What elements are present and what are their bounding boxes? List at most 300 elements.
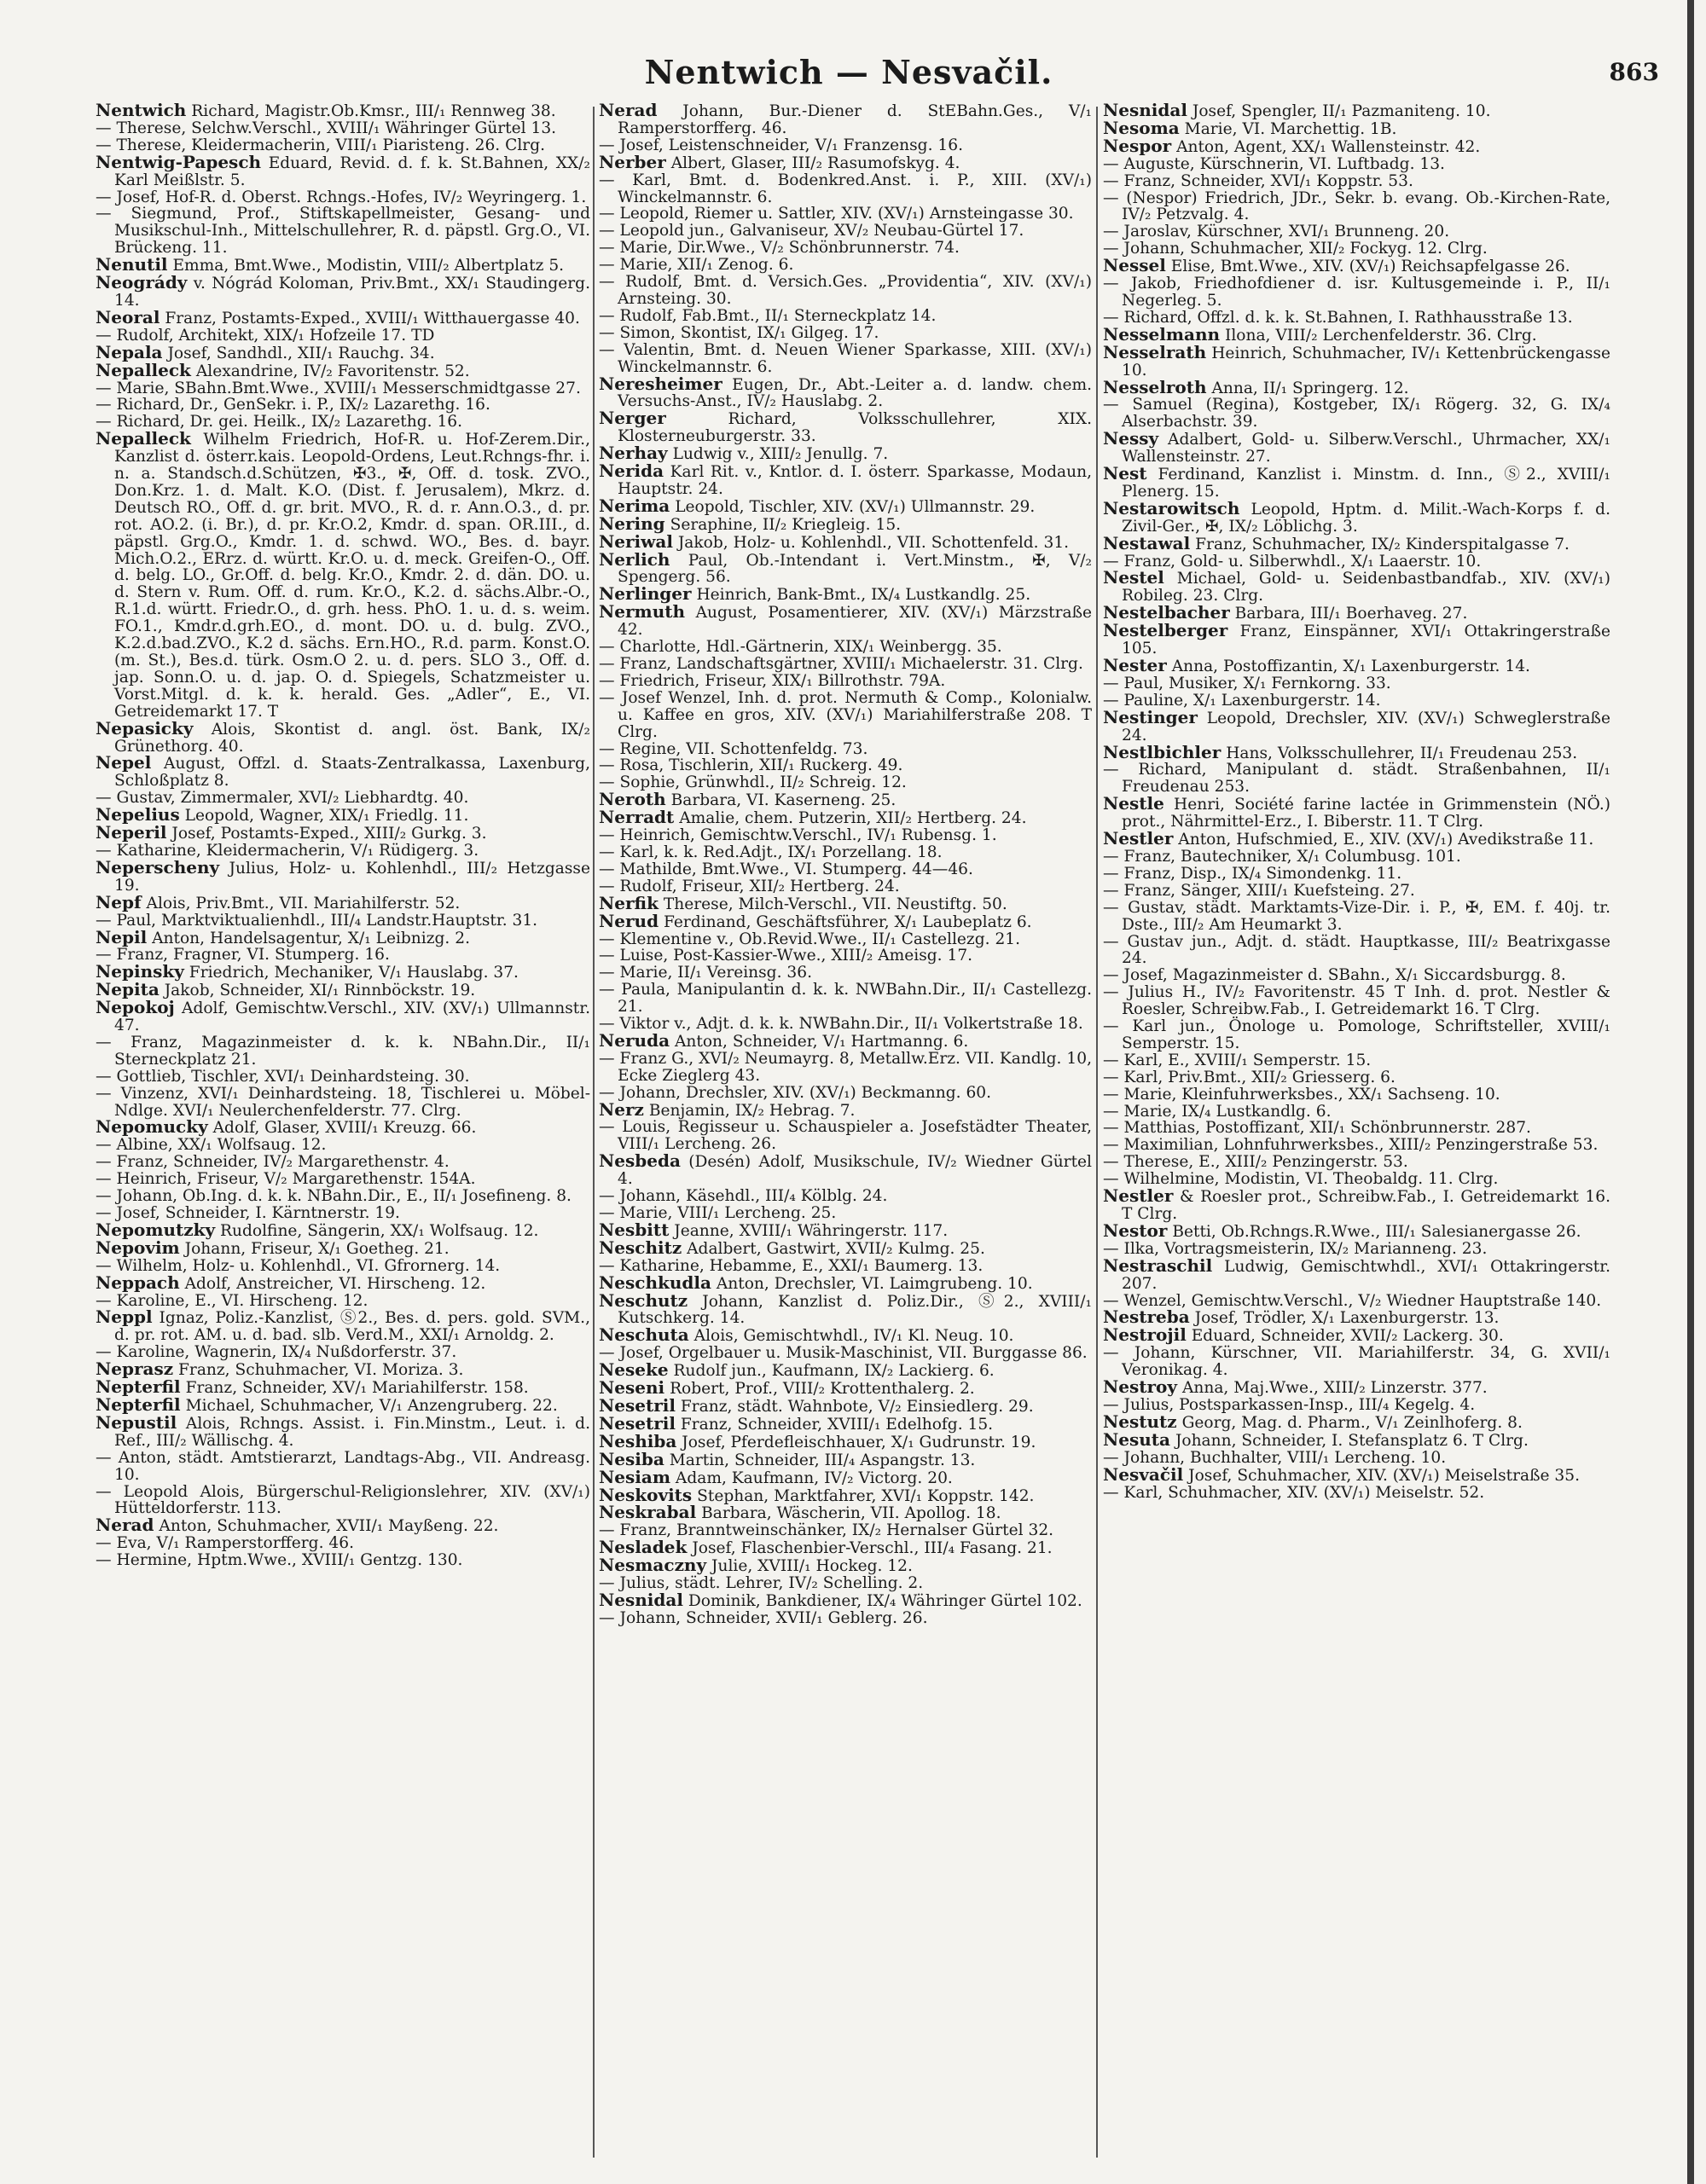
directory-entry	[1103, 1411, 1610, 1432]
entry-details: — Charlotte, Hdl.-Gärtnerin, XIX/₁ Weinbergg. 35.	[599, 638, 1002, 657]
entry-details: Barbara, VI. Kaserneng. 25.	[670, 791, 897, 810]
entry-details: Rudolf jun., Kaufmann, IX/₂ Lackierg. 6.	[673, 1362, 995, 1381]
entry-details: — Therese, Selchw.Verschl., XVIII/₁ Währinger Gürtel 13.	[96, 119, 557, 137]
entry-details: Josef, Postamts-Exped., XIII/₂ Gurkg. 3.	[171, 825, 487, 843]
entry-surname: Nepustil	[96, 1411, 177, 1433]
directory-entry	[1103, 190, 1610, 224]
entry-details: Amalie, chem. Putzerin, XII/₂ Hertberg. 24.	[679, 809, 1027, 828]
directory-entry	[599, 1430, 1092, 1451]
directory-entry	[1103, 1069, 1610, 1086]
directory-entry	[599, 757, 1092, 774]
entry-details: Josef, Spengler, II/₁ Pazmaniteng. 10.	[1192, 102, 1491, 120]
entry-details: — Karl, Bmt. d. Bodenkred.Anst. i. P., XIII. (XV/₁) Winckelmannstr. 6.	[599, 171, 1092, 206]
directory-entry	[1103, 1120, 1610, 1137]
entry-details: Ludwig, Gemischtwhdl., XVI/₁ Ottakringerstr. 207.	[1122, 1257, 1610, 1293]
entry-details: — Leopold jun., Galvaniseur, XV/₂ Neubau-Gürtel 17.	[599, 222, 1024, 240]
entry-surname: Nerradt	[599, 807, 675, 828]
directory-entry	[599, 1029, 1092, 1051]
entry-details: — Klementine v., Ob.Revid.Wwe., II/₁ Castellezg. 21.	[599, 930, 1021, 948]
entry-surname: Nestelberger	[1103, 620, 1228, 641]
entry-surname: Neskovits	[599, 1484, 693, 1505]
directory-entry	[599, 373, 1092, 411]
entry-details: — Franz, Fragner, VI. Stumperg. 16.	[96, 946, 390, 965]
directory-entry	[96, 1188, 590, 1205]
directory-entry	[599, 530, 1092, 552]
entry-details: — Luise, Post-Kassier-Wwe., XIII/₂ Ameisg. 17.	[599, 947, 973, 965]
directory-entry	[1103, 397, 1610, 431]
entry-details: — Marie, IX/₄ Lustkandlg. 6.	[1103, 1102, 1332, 1121]
directory-entry	[1103, 240, 1610, 258]
entry-details: — Marie, Kleinfuhrwerksbes., XX/₁ Sachseng. 10.	[1103, 1085, 1500, 1104]
entry-surname: Nepalleck	[96, 428, 191, 449]
directory-entry	[599, 1051, 1092, 1085]
entry-surname: Nerida	[599, 461, 664, 482]
entry-surname: Nestler	[1103, 828, 1174, 849]
entry-details: Marie, VI. Marchettig. 1B.	[1184, 119, 1397, 138]
directory-entry	[96, 1552, 590, 1569]
page-title: Nentwich — Nesvačil.	[644, 53, 1053, 91]
entry-details: Martin, Schneider, III/₄ Aspangstr. 13.	[669, 1451, 976, 1469]
entry-details: — Therese, Kleidermacherin, VIII/₁ Piaristeng. 26. Clrg.	[96, 136, 546, 154]
entry-details: Barbara, III/₁ Boerhaveg. 27.	[1234, 605, 1468, 623]
entry-details: — Vinzenz, XVI/₁ Deinhardsteing. 18, Tischlerei u. Möbel-Ndlge. XVI/₁ Neulerchenfelderstr. 77. Clrg.	[96, 1084, 590, 1120]
entry-details: — Hermine, Hptm.Wwe., XVIII/₁ Gentzg. 130.	[96, 1551, 463, 1570]
entry-details: Henri, Société farine lactée in Grimmenstein (NÖ.) prot., Nährmittel-Erz., I. Biberstr. 11. T Clrg.	[1122, 796, 1610, 831]
entry-details: Anton, Handelsagentur, X/₁ Leibnizg. 2.	[152, 929, 470, 947]
entry-details: — Friedrich, Friseur, XIX/₁ Billrothstr. 79A.	[599, 671, 946, 690]
entry-details: — Maximilian, Lohnfuhrwerksbes., XIII/₂ Penzingerstraße 53.	[1103, 1136, 1599, 1155]
directory-entry	[1103, 849, 1610, 866]
directory-entry	[599, 325, 1092, 342]
entry-details: — Mathilde, Bmt.Wwe., VI. Stumperg. 44—46.	[599, 860, 973, 878]
entry-details: & Roesler prot., Schreibw.Fab., I. Getreidemarkt 16. T Clrg.	[1122, 1188, 1610, 1223]
directory-entry	[599, 137, 1092, 154]
directory-entry	[96, 1116, 590, 1138]
directory-entry	[599, 931, 1092, 948]
entry-surname: Nentwich	[96, 102, 187, 120]
entry-details: Franz, Schuhmacher, IX/₂ Kinderspitalgasse 7.	[1195, 535, 1570, 553]
entry-details: — Samuel (Regina), Kostgeber, IX/₁ Rögerg. 32, G. IX/₄ Alserbachstr. 39.	[1103, 396, 1610, 432]
entry-surname: Nesetril	[599, 1394, 676, 1416]
entry-details: Julius, Holz- u. Kohlenhdl., III/₂ Hetzgasse 19.	[114, 859, 590, 895]
entry-details: — Marie, XII/₁ Zenog. 6.	[599, 256, 794, 275]
entry-details: Albert, Glaser, III/₂ Rasumofskyg. 4.	[670, 154, 960, 172]
entry-details: — Gottlieb, Tischler, XVI/₁ Deinhardsteing. 30.	[96, 1067, 470, 1086]
entry-details: — Rudolf, Architekt, XIX/₁ Hofzeile 17. TD	[96, 326, 435, 345]
entry-surname: Nesnidal	[599, 1589, 683, 1610]
entry-details: Alexandrine, IV/₂ Favoritenstr. 52.	[195, 362, 470, 380]
entry-details: — Franz, Magazinmeister d. k. k. NBahn.Dir., II/₁ Sterneckplatz 21.	[96, 1033, 590, 1069]
entry-surname: Nesvačil	[1103, 1463, 1184, 1485]
directory-entry	[599, 1016, 1092, 1033]
entry-details: Emma, Bmt.Wwe., Modistin, VIII/₂ Albertplatz 5.	[172, 257, 565, 275]
entry-surname: Neschkudla	[599, 1272, 711, 1293]
entry-surname: Nepf	[96, 891, 142, 912]
entry-surname: Nestroy	[1103, 1376, 1178, 1398]
directory-entry	[599, 639, 1092, 656]
directory-entry	[599, 982, 1092, 1016]
directory-entry	[599, 410, 1092, 445]
entry-surname: Neschitz	[599, 1237, 682, 1258]
entry-surname: Neseke	[599, 1359, 669, 1381]
column-3	[1103, 102, 1610, 1501]
entry-surname: Nestarowitsch	[1103, 497, 1240, 518]
directory-entry	[1103, 1345, 1610, 1379]
entry-surname: Nepokoj	[96, 997, 175, 1018]
entry-details: — Karl, k. k. Red.Adjt., IX/₁ Porzellang. 18.	[599, 843, 943, 861]
directory-entry	[599, 1359, 1092, 1381]
entry-details: Ignaz, Poliz.-Kanzlist, Ⓢ2., Bes. d. pers. gold. SVM., d. pr. rot. AM. u. d. bad. slb. Verd.M., XXI/₁ Arnoldg. 2.	[114, 1309, 590, 1345]
entry-details: — Auguste, Kürschnerin, VI. Luftbadg. 13.	[1103, 154, 1445, 173]
entry-details: Ludwig v., XIII/₂ Jenullg. 7.	[672, 445, 889, 464]
entry-details: — Karl, Priv.Bmt., XII/₂ Griesserg. 6.	[1103, 1068, 1396, 1086]
entry-details: Ferdinand, Kanzlist i. Minstm. d. Inn., Ⓢ2., XVIII/₁ Plenerg. 15.	[1122, 466, 1610, 501]
directory-entry	[1103, 1086, 1610, 1104]
entry-details: Betti, Ob.Rchngs.R.Wwe., III/₁ Salesianergasse 26.	[1172, 1222, 1581, 1241]
entry-details: Leopold, Wagner, XIX/₁ Friedlg. 11.	[184, 807, 469, 826]
entry-surname: Nepterfil	[96, 1393, 181, 1415]
entry-details: Josef, Sandhdl., XII/₁ Rauchg. 34.	[167, 344, 435, 362]
entry-details: Anton, Schuhmacher, XVII/₁ Mayßeng. 22.	[159, 1517, 499, 1536]
entry-details: — Katharine, Hebamme, E., XXI/₁ Baumerg. 13.	[599, 1256, 984, 1275]
directory-entry	[599, 673, 1092, 690]
entry-surname: Nepel	[96, 752, 152, 773]
entry-surname: Nepita	[96, 979, 160, 1000]
directory-entry	[1103, 1463, 1610, 1485]
entry-surname: Neskrabal	[599, 1502, 697, 1523]
directory-entry	[96, 1137, 590, 1154]
entry-details: Adalbert, Gold- u. Silberw.Verschl., Uhrmacher, XX/₁ Wallensteinstr. 27.	[1122, 431, 1610, 466]
entry-details: — Heinrich, Friseur, V/₂ Margarethenstr. 154A.	[96, 1170, 476, 1189]
entry-details: Josef, Trödler, X/₁ Laxenburgerstr. 13.	[1194, 1309, 1500, 1328]
directory-entry	[1103, 967, 1610, 984]
entry-surname: Nerber	[599, 151, 666, 172]
entry-surname: Nestelbacher	[1103, 602, 1230, 623]
directory-entry	[599, 741, 1092, 758]
entry-details: Ilona, VIII/₂ Lerchenfelderstr. 36. Clrg.	[1224, 326, 1537, 345]
entry-details: — Ilka, Vortragsmeisterin, IX/₂ Marianneng. 23.	[1103, 1239, 1488, 1258]
entry-details: — Johann, Schneider, XVII/₁ Geblerg. 26.	[599, 1608, 928, 1627]
entry-details: Benjamin, IX/₂ Hebrag. 7.	[648, 1101, 856, 1120]
entry-details: — Franz, Sänger, XIII/₁ Kuefsteing. 27.	[1103, 881, 1415, 900]
entry-details: — Simon, Skontist, IX/₁ Gilgeg. 17.	[599, 323, 879, 342]
directory-entry	[96, 380, 590, 397]
directory-entry	[1103, 1171, 1610, 1188]
entry-surname: Neoral	[96, 306, 160, 327]
entry-details: Eugen, Dr., Abt.-Leiter a. d. landw. chem. Versuchs-Anst., IV/₂ Hauslabg. 2.	[618, 375, 1092, 411]
directory-entry	[599, 601, 1092, 640]
column-2	[599, 102, 1092, 1627]
directory-entry	[599, 257, 1092, 274]
entry-details: — Wenzel, Gemischtw.Verschl., V/₂ Wiedner Hauptstraße 140.	[1103, 1291, 1602, 1310]
directory-entry	[1103, 1428, 1610, 1450]
directory-entry	[599, 878, 1092, 895]
directory-entry	[96, 1517, 590, 1535]
entry-details: — Josef, Leistenschneider, V/₁ Franzensg. 16.	[599, 136, 963, 154]
entry-surname: Nepelius	[96, 804, 180, 826]
entry-surname: Neprasz	[96, 1358, 174, 1380]
directory-entry	[96, 752, 590, 791]
entry-details: Karl Rit. v., Kntlor. d. I. österr. Sparkasse, Modaun, Hauptstr. 24.	[618, 463, 1092, 498]
entry-details: — Valentin, Bmt. d. Neuen Wiener Sparkasse, XIII. (XV/₁) Winckelmannstr. 6.	[599, 340, 1092, 376]
directory-entry	[1103, 341, 1610, 379]
directory-entry	[599, 1188, 1092, 1205]
directory-entry	[1103, 1485, 1610, 1502]
directory-entry	[1103, 1324, 1610, 1346]
directory-entry	[1103, 900, 1610, 934]
entry-details: Eduard, Schneider, XVII/₂ Lackerg. 30.	[1191, 1327, 1504, 1346]
directory-entry	[1103, 741, 1610, 762]
entry-details: Leopold, Drechsler, XIV. (XV/₁) Schweglerstraße 24.	[1122, 709, 1610, 744]
directory-entry	[1103, 655, 1610, 675]
entry-details: August, Posamentierer, XIV. (XV/₁) Märzstraße 42.	[618, 604, 1092, 640]
directory-entry	[96, 926, 590, 947]
entry-details: Therese, Milch-Verschl., VII. Neustiftg. 50.	[663, 895, 1007, 913]
directory-entry	[599, 1289, 1092, 1328]
entry-details: Anton, Hufschmied, E., XIV. (XV/₁) Avedikstraße 11.	[1178, 831, 1594, 849]
directory-entry	[96, 120, 590, 137]
entry-surname: Nest	[1103, 463, 1147, 484]
directory-entry	[96, 306, 590, 327]
entry-surname: Nerad	[96, 1515, 154, 1536]
entry-details: — Heinrich, Gemischtw.Verschl., IV/₁ Rubensg. 1.	[599, 826, 997, 845]
directory-entry	[1103, 675, 1610, 692]
entry-surname: Neresheimer	[599, 373, 722, 394]
directory-entry	[599, 463, 1092, 498]
directory-entry	[599, 342, 1092, 376]
entry-details: Anton, Drechsler, VI. Laimgrubeng. 10.	[716, 1274, 1033, 1293]
directory-entry	[1103, 532, 1610, 553]
entry-surname: Neschuta	[599, 1324, 689, 1346]
directory-entry	[599, 827, 1092, 844]
entry-surname: Nester	[1103, 655, 1167, 675]
entry-surname: Neperil	[96, 822, 167, 843]
running-header	[0, 53, 1697, 96]
entry-surname: Nesselroth	[1103, 376, 1207, 397]
entry-details: — Wilhelm, Holz- u. Kohlenhdl., VI. Gfrornerg. 14.	[96, 1256, 501, 1275]
entry-details: — Siegmund, Prof., Stiftskapellmeister, Gesang- und Musikschul-Inh., Mittelschullehrer, R. d. päpstl. Grg.O., VI. Brückeng. 11.	[96, 205, 590, 258]
directory-entry	[599, 1557, 1092, 1575]
directory-entry	[1103, 117, 1610, 138]
entry-details: Josef, Pferdefleischhauer, X/₁ Gudrunstr. 19.	[682, 1433, 1036, 1451]
entry-surname: Nestler	[1103, 1185, 1174, 1207]
entry-details: — Franz, Schneider, IV/₂ Margarethenstr. 4.	[96, 1153, 450, 1172]
directory-entry	[96, 822, 590, 843]
entry-details: Elise, Bmt.Wwe., XIV. (XV/₁) Reichsapfelgasse 26.	[1170, 258, 1570, 276]
directory-entry	[1103, 1376, 1610, 1398]
entry-details: Franz, Schuhmacher, VI. Moriza. 3.	[178, 1361, 464, 1380]
directory-entry	[1103, 828, 1610, 849]
entry-details: Hans, Volksschullehrer, II/₁ Freudenau 253.	[1226, 744, 1578, 762]
entry-details: — Richard, Dr. gei. Heilk., IX/₂ Lazarethg. 16.	[96, 413, 463, 432]
directory-entry	[96, 1272, 590, 1293]
entry-surname: Nesbitt	[599, 1219, 670, 1240]
entry-details: Leopold, Tischler, XIV. (XV/₁) Ullmannstr. 29.	[675, 497, 1036, 516]
entry-surname: Nepil	[96, 926, 148, 947]
entry-details: Jakob, Holz- u. Kohlenhdl., VII. Schottenfeld. 31.	[677, 533, 1070, 552]
entry-details: — Josef Wenzel, Inh. d. prot. Nermuth & Comp., Kolonialw. u. Kaffee en gros, XIV. (XV/₁) Mariahilferstraße 208. T Clrg.	[599, 688, 1092, 741]
directory-entry	[1103, 793, 1610, 831]
directory-entry	[599, 774, 1092, 791]
entry-details: — Johann, Buchhalter, VIII/₁ Lercheng. 10.	[1103, 1448, 1447, 1467]
entry-details: — Johann, Ob.Ing. d. k. k. NBahn.Dir., E., II/₁ Josefineng. 8.	[96, 1187, 572, 1206]
directory-entry	[96, 102, 590, 120]
entry-details: Anna, II/₁ Springerg. 12.	[1211, 379, 1409, 397]
entry-details: Josef, Schuhmacher, XIV. (XV/₁) Meiselstraße 35.	[1188, 1466, 1580, 1485]
directory-entry	[1103, 1254, 1610, 1293]
entry-details: — Paula, Manipulantin d. k. k. NWBahn.Dir., II/₁ Castellezg. 21.	[599, 981, 1092, 1017]
entry-details: Anna, Maj.Wwe., XIII/₂ Linzerstr. 377.	[1181, 1379, 1488, 1398]
directory-entry	[96, 359, 590, 380]
entry-details: Franz, städt. Wahnbote, V/₂ Einsiedlerg. 29.	[680, 1397, 1034, 1416]
directory-entry	[599, 1085, 1092, 1102]
directory-entry	[599, 274, 1092, 308]
directory-entry	[96, 1034, 590, 1069]
directory-entry	[599, 861, 1092, 878]
entry-details: — Franz, Branntweinschänker, IX/₂ Hernalser Gürtel 32.	[599, 1521, 1054, 1540]
entry-details: — Franz, Schneider, XVI/₁ Koppstr. 53.	[1103, 171, 1413, 190]
directory-entry	[1103, 1185, 1610, 1223]
column-divider	[1096, 107, 1098, 2158]
entry-surname: Nestutz	[1103, 1411, 1177, 1432]
entry-details: — Gustav, Zimmermaler, XVI/₂ Liebhardtg. 40.	[96, 789, 469, 808]
entry-surname: Nermuth	[599, 601, 686, 623]
entry-details: — Karoline, Wagnerin, IX/₄ Nußdorferstr. 37.	[96, 1343, 457, 1362]
entry-details: — Leopold Alois, Bürgerschul-Religionslehrer, XIV. (XV/₁) Hütteldorferstr. 113.	[96, 1482, 590, 1518]
entry-details: Adolf, Anstreicher, VI. Hirscheng. 12.	[184, 1274, 486, 1293]
entry-details: — Josef, Orgelbauer u. Musik-Maschinist, VII. Burggasse 86.	[599, 1344, 1088, 1363]
column-1	[96, 102, 590, 1569]
entry-details: Robert, Prof., VIII/₂ Krottenthalerg. 2.	[670, 1380, 975, 1399]
directory-entry	[1103, 567, 1610, 605]
directory-entry	[1103, 135, 1610, 156]
entry-details: Johann, Kanzlist d. Poliz.Dir., Ⓢ2., XVIII/₁ Kutschkerg. 14.	[618, 1292, 1092, 1328]
directory-entry	[1103, 1154, 1610, 1171]
entry-details: — Sophie, Grünwhdl., II/₂ Schreig. 12.	[599, 773, 907, 792]
entry-surname: Neppach	[96, 1272, 180, 1293]
directory-entry	[599, 445, 1092, 463]
entry-surname: Nesladek	[599, 1537, 688, 1558]
entry-surname: Nepala	[96, 341, 163, 362]
entry-details: (Desén) Adolf, Musikschule, IV/₂ Wiedner Gürtel 4.	[618, 1153, 1092, 1189]
directory-entry	[599, 223, 1092, 240]
directory-entry	[1103, 223, 1610, 240]
entry-details: Adam, Kaufmann, IV/₂ Victorg. 20.	[675, 1469, 953, 1487]
entry-surname: Nestor	[1103, 1219, 1168, 1241]
directory-entry	[96, 1154, 590, 1171]
directory-entry	[96, 1306, 590, 1345]
entry-surname: Nesselmann	[1103, 323, 1221, 345]
entry-details: — Marie, II/₁ Vereinsg. 36.	[599, 964, 812, 982]
entry-surname: Neogrády	[96, 272, 188, 293]
directory-entry	[1103, 255, 1610, 276]
directory-entry	[1103, 1104, 1610, 1121]
directory-entry	[599, 1589, 1092, 1610]
directory-entry	[96, 428, 590, 721]
entry-details: Alois, Priv.Bmt., VII. Mariahilferstr. 52.	[146, 894, 461, 912]
entry-details: — Gustav, städt. Marktamts-Vize-Dir. i. P., ✠, EM. f. 40j. tr. Dste., III/₂ Am Heumarkt 3.	[1103, 898, 1610, 934]
directory-entry	[1103, 173, 1610, 190]
entry-surname: Nering	[599, 513, 665, 534]
entry-details: Johann, Bur.-Diener d. StEBahn.Ges., V/₁ Ramperstorfferg. 46.	[618, 102, 1092, 137]
entry-details: Friedrich, Mechaniker, V/₁ Hauslabg. 37.	[189, 964, 519, 982]
entry-details: Anton, Schneider, V/₁ Hartmanng. 6.	[674, 1032, 969, 1051]
entry-surname: Nerad	[599, 102, 658, 120]
entry-details: Jakob, Schneider, XI/₁ Rinnböckstr. 19.	[164, 982, 476, 1000]
directory-entry	[1103, 275, 1610, 310]
directory-entry	[1103, 553, 1610, 571]
directory-entry	[1103, 463, 1610, 501]
entry-surname: Nerz	[599, 1098, 644, 1120]
directory-entry	[599, 151, 1092, 172]
entry-surname: Nepinsky	[96, 961, 184, 982]
entry-surname: Nestawal	[1103, 532, 1191, 553]
directory-entry	[96, 717, 590, 756]
entry-surname: Nestle	[1103, 793, 1164, 814]
entry-surname: Nepalleck	[96, 359, 191, 380]
directory-entry	[599, 965, 1092, 982]
entry-details: Franz, Postamts-Exped., XVIII/₁ Witthauergasse 40.	[165, 309, 580, 327]
directory-entry	[96, 272, 590, 310]
entry-surname: Nenutil	[96, 254, 168, 275]
directory-entry	[1103, 1219, 1610, 1241]
directory-entry	[96, 804, 590, 826]
entry-surname: Nesmaczny	[599, 1555, 707, 1576]
directory-entry	[599, 844, 1092, 861]
entry-details: August, Offzl. d. Staats-Zentralkassa, Laxenburg, Schloßplatz 8.	[114, 755, 590, 791]
entry-details: — Josef, Schneider, I. Kärntnerstr. 19.	[96, 1204, 400, 1222]
directory-entry	[599, 656, 1092, 673]
entry-details: — Therese, E., XIII/₂ Penzingerstr. 53.	[1103, 1153, 1408, 1172]
directory-entry	[1103, 497, 1610, 536]
directory-entry	[599, 1237, 1092, 1258]
directory-entry	[96, 1086, 590, 1120]
entry-surname: Neroth	[599, 789, 666, 810]
entry-details: — Paul, Marktviktualienhdl., III/₄ Landstr.Hauptstr. 31.	[96, 911, 538, 930]
entry-details: — Marie, VIII/₁ Lercheng. 25.	[599, 1204, 837, 1222]
directory-entry	[96, 1293, 590, 1310]
directory-entry	[96, 856, 590, 895]
entry-details: v. Nógrád Koloman, Priv.Bmt., XX/₁ Staudingerg. 14.	[114, 275, 590, 310]
entry-details: — Josef, Magazinmeister d. SBahn., X/₁ Siccardsburgg. 8.	[1103, 966, 1566, 985]
directory-entry	[96, 1484, 590, 1518]
directory-entry	[599, 548, 1092, 587]
directory-entry	[96, 327, 590, 345]
entry-surname: Nestel	[1103, 567, 1164, 588]
entry-details: — Josef, Hof-R. d. Oberst. Rchngs.-Hofes, IV/₂ Weyringerg. 1.	[96, 188, 587, 206]
entry-details: Josef, Flaschenbier-Verschl., III/₄ Fasang. 21.	[692, 1539, 1053, 1558]
entry-details: — Paul, Musiker, X/₁ Fernkorng. 33.	[1103, 674, 1391, 692]
directory-entry	[96, 397, 590, 414]
directory-entry	[599, 809, 1092, 827]
page-number: 863	[1609, 58, 1659, 86]
entry-details: — Katharine, Kleidermacherin, V/₁ Rüdigerg. 3.	[96, 841, 479, 860]
directory-entry	[1103, 428, 1610, 466]
directory-entry	[599, 1504, 1092, 1522]
entry-surname: Neperscheny	[96, 856, 220, 878]
entry-surname: Nesetril	[599, 1412, 676, 1434]
entry-surname: Nesbeda	[599, 1150, 681, 1172]
entry-details: — Marie, SBahn.Bmt.Wwe., XVIII/₁ Messerschmidtgasse 27.	[96, 379, 581, 397]
directory-entry	[1103, 1397, 1610, 1414]
entry-details: — Richard, Manipulant d. städt. Straßenbahnen, II/₁ Freudenau 253.	[1103, 761, 1610, 797]
directory-entry	[96, 999, 590, 1034]
entry-details: — Albine, XX/₁ Wolfsaug. 12.	[96, 1136, 327, 1155]
directory-entry	[599, 892, 1092, 913]
directory-entry	[599, 1324, 1092, 1346]
entry-surname: Neruda	[599, 1029, 670, 1051]
entry-details: Dominik, Bankdiener, IX/₄ Währinger Gürtel 102.	[688, 1591, 1082, 1610]
